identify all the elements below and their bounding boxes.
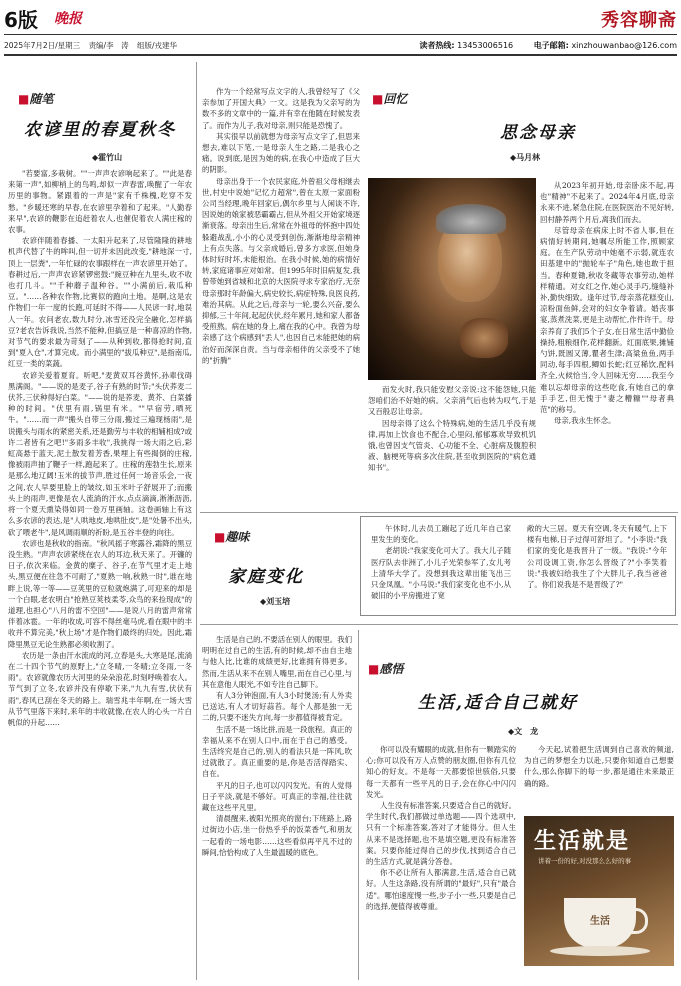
section-divider (200, 624, 678, 625)
paragraph: 尽管母亲在病床上时不省人事,但在病情好转期间,她嘱尽所能工作,照顾家庭。在生产队劳动中她毫不示弱,就连农田基建中的"抛轮车子"角色,她也敢于担当。春种夏锄,秋收冬藏等农事劳动,她样样精通。对女红之作,她心灵手巧,缝缝补补,勤快细致。逢年过节,母亲蒸花糕变山,凉粉面鱼鲜,会对的妇女争着请。婚丧事宴,蒸煮洗菜,更是主动帮忙,作件许干。母亲养育了我们5个子女,在日常生活中勤俭操持,粗粮细作,花样翻新。红面底果,摊铺勺饼,既圆又薄,瞿者生津;高粱鱼鱼,两手同动,每手四根,鲫如长蛇;红豆稀饮,配料齐全,火候恰当,令人回味无穷……我至今难以忘却母亲的这些吃食,有她自己的拿手手艺,但无愧于"妻之糟糠""母者典范"的称号。 (540, 225, 674, 415)
hotline-label: 读者热线: (419, 41, 455, 50)
column-divider (196, 62, 197, 980)
paragraph: 从2023年初开始,母亲卧床不起,再也"精神"不起来了。2024年4月底,母亲永来不进,紧急住院,在医院医治不见好转,回村静养两个月后,离我们而去。 (540, 181, 674, 224)
paragraph: 作为一个经常写点文字的人,我曾经写了《父亲参加了开国大典》一文。这是我为父亲写的为数不多的文章中的一篇,并有幸在他随在时候发表了。而作为儿子,我对母亲,则只能是恐愧了。 (202, 87, 360, 130)
column-divider (358, 630, 359, 980)
life-illustration-image (524, 816, 674, 966)
paragraph: 生活不是一场比拼,而是一段旅程。真正的幸福从来不在别人口中,而在于自己的感受。生活终究是自己的,别人的看法只是一阵风,吹过就散了。真正重要的是,你是否活得踏实、自在。 (202, 724, 352, 779)
coffee-cup-icon (564, 898, 636, 948)
paragraph: 午休时,儿去员工蹦起了近几年自己家里发生的变化。 (371, 524, 511, 545)
illustration-big-text: 生活就是 (534, 828, 631, 854)
page-number: 6版 (4, 8, 38, 32)
paragraph: 有人3分钟泡面,有人3小时煲汤;有人外卖已送达,有人才切好蒜苔。每个人都是独一无二的,只要不迷失方向,每一步都值得被肯定。 (202, 691, 352, 723)
mother-portrait-image (368, 178, 536, 380)
memory-right-column (540, 180, 674, 510)
insight-author: ◆文 龙 (508, 727, 539, 736)
insight-tag: ■感悟 (368, 662, 404, 676)
paragraph: 你可以没有耀眼的成就,但你有一颗踏实的心;你可以没有万人点赞的朋友圈,但你有几位知心的好友。不是每一天都要惊世骇俗,只要每一天都有一些平凡的日子,会在你心中闪闪发光。 (366, 745, 516, 799)
portrait-hand (460, 318, 508, 358)
paragraph: 农谚关爱着夏育。听吧,"麦黄双耳谷黄怀,孙辈伐碍黑满阁。"——说的是麦子,谷子有熟的时节;"头伏荞麦二伏芥,三伏种得好白菜。"——说的是荞麦、黄芥、白菜播种的时间。"伏里有雨,锅里有米。""早宿劳,晒死牛。"……而一声"搬头自带三分雨,搬过三遍现杨雨",是说搬头与雨水的紧密关系,还是勤劳与丰收的相辅相成?或许二者皆有之吧!"多雨多丰收",我挑得一场大雨之后,彩虹高悬于蓝天,泥土散发着芳香,果埋上有些揭倒的庄稼,像被雨声抽了鞭子一样,跑起来了。庄稼的莲勃生长,原来是那么地辽阔!玉米的拔节声,胜过任何一场音乐会,一夜之间,农人早要里脸上的皱纹,如玉米叶子舒展开了;而搬头上的雨声,更像是农人流淌的汗水,点点滴滴,淅淅沥沥,将一个夏天熏染得如同一卷万里画轴。这卷画轴上有这么多农谚的表达,是"人哄地皮,地哄肚皮",是"处暑不出头,砍了喂老牛",是风调雨顺的祈盼,是五谷丰登的向往。 (8, 370, 192, 537)
fun-left-column (371, 523, 511, 601)
masthead-top-rule (4, 34, 677, 35)
paragraph: 老胡说:"我家变化可大了。我大儿子随医疗队去非洲了,小儿子光荣参军了,女儿考上清华大学了。没想到我这辈出能飞出三只金凤凰。"小马说:"我们家变化也不小,从破旧的小平房搬进了宽 (371, 546, 511, 601)
fun-text-box (360, 516, 676, 616)
illustration-small-text: 讲着一份的好,对没那么么好的事 (538, 857, 632, 865)
paragraph: 今天起,试着把生活调到自己喜欢的频道,为自己的梦想全力以赴,只要你知道自己想要什么,那么你脚下的每一步,都是通往未来最正确的路。 (524, 745, 674, 788)
essay-author: ◆霍竹山 (92, 153, 123, 162)
paragraph: 母亲,我永生怀念。 (554, 416, 616, 426)
tag-mark-icon: ■ (18, 92, 30, 106)
tag-mark-icon: ■ (372, 92, 384, 106)
hotline-number: 13453006516 (457, 41, 514, 50)
essay-tag: ■随笔 (18, 92, 54, 106)
paragraph: "若要富,多栽树。""一声声农谚响起来了。""此是春来第一声",如柳梢上的鸟鸣,却似一声春雷,唤醒了一年农历里的事物。紧跟着的一声是"家有千株槐,吃穿不发愁。"乡暖还寒的早春,在农谚里孕着和了起来。"人勤春来早",农谚的鞭影在追赶着农人,也催促着农人满庄稼的农事。 (8, 169, 192, 235)
portrait-hair (436, 204, 506, 234)
paragraph: 因母亲得了这么个特殊病,她的生活几乎没有规律,再加上饮食也不配合,心里闷,郁郁寡欢导致机饥饿,也曾因支气管炎、心功能不全、心脏病及腹腔积液、脑梗死等病多次住院,甚至收到医院的"病危通知书"。 (368, 418, 536, 473)
essay-title: 农谚里的春夏秋冬 (24, 120, 176, 140)
contact-row (419, 40, 677, 51)
paragraph: 而发火时,我只能安慰父亲说:这不能怨她,只能怨咱们治不好她的病。父亲消气后也转为叹气,于是又百般忍让母亲。 (368, 385, 536, 417)
fun-right-column (527, 523, 667, 590)
designer-text: 组版/戎建华 (136, 41, 178, 50)
paragraph: 你不必让所有人都满意,生活,适合自己就好。人生这条路,没有所谓的"最好",只有"最合适"。哪怕速度慢一些,步子小一些,只要是自己的选择,便值得被尊重。 (366, 868, 516, 911)
fun-author: ◆刘玉培 (260, 597, 291, 606)
paragraph: 其实很早以前就想为母亲写点文字了,但思来想去,难以下笔,一是母亲人生之路,二是我心之痛。说到底,是因为她的病,在我心中造成了巨大的阴影。 (202, 131, 360, 175)
insight-title: 生活,适合自己就好 (418, 693, 578, 713)
memory-tag: ■回忆 (372, 92, 408, 106)
paragraph: 母亲出身于一个农民家庭,外曾祖父母相继去世,村史中说她"记忆力超常",曾在太原一家面粉公司当经理,晚年回家后,偶尔乡里与人闲谈不许,因说她的娘家被恶霸霸占,但从外祖父开始家境逐渐衰落。母亲出生后,常常在外祖母的怀抱中四处躲避战乱,小小的心灵受到创伤,渐渐地母亲精神上有点失落。与父亲成婚后,曾多方求医,但她身体时好时坏,未能根治。在我小时候,她的病情好转,家庭诸事应对如常。但1995年时旧病复发,我曾带她到省城和北京的大医院寻求专家治疗,无奈母亲那时年龄偏大,病史较长,病症特殊,良医良药,难治其病。从此之后,母亲与一轮,要么兴奋,要么抑郁,三十年间,起起伏伏,经年累月,她和家人都备受煎熬。病在她的身上,痛在我的心中。我曾为母亲感了这个病感到"丢人",也因自己未能把她的病治好而深深自责。当与母亲相伴的父亲受不了她的"折腾" (202, 176, 360, 365)
memory-title: 思念母亲 (500, 123, 576, 143)
masthead-bottom-rule (4, 54, 677, 56)
date-text: 2025年7月2日/星期三 (4, 41, 81, 50)
paragraph: 农历是一条由汗水流成的河,立春是头,大寒是尾,流淌在二十四个节气的原野上,"立冬晴,一冬晴;立冬雨,一冬雨"。农谚就像农历大河里的朵朵浪花,时刻呼唤着农人。节气到了立冬,农谚并没有停歇下来,"九九有雪,伏伏有雨",春风已刮在冬天的路上。瑞雪兆丰年啊,在一场大雪从节气里落下来时,来年的丰收就像,在农人的心头一片白帆似的升起…… (8, 650, 192, 727)
essay-column-1 (8, 168, 192, 980)
memory-intro-column (202, 86, 360, 504)
editor-text: 责编/李 涛 (88, 41, 129, 50)
tag-mark-icon: ■ (214, 530, 226, 544)
fun-title: 家庭变化 (228, 567, 304, 587)
insight-right-column (524, 744, 674, 812)
section-divider (200, 512, 678, 513)
paragraph: 人生没有标准答案,只要适合自己的就好。学生时代,我们都做过单选题——四个选项中,只有一个标准答案,答对了才能得分。但人生从来不是选择题,也不是填空题,更没有标准答案。只要你能过得自己的步伐,找到适合自己的生活方式,就是满分答卷。 (366, 801, 516, 867)
tag-mark-icon: ■ (368, 662, 380, 676)
illustration-cup-text: 生活 (590, 916, 610, 927)
paper-name-logo: 晚报 (54, 11, 82, 27)
masthead-info-row (4, 40, 177, 51)
insight-mid-column (366, 744, 516, 980)
fun-tag: ■趣味 (214, 530, 250, 544)
saucer-icon (550, 946, 650, 956)
memory-bottom-column (368, 384, 536, 510)
cup-handle-icon (631, 908, 648, 934)
paragraph: 农谚也是秋收的指南。"秋风摇子寒露谷,霜降的黑豆没生熟。"声声农谚紧绕在农人的耳边,秋天来了。开镰的日子,依次来临。金黄的糜子、谷子,在节气里才走上地头,黑豆便在往急不可耐了,"夏熟一响,秋熟一时",谁在地畔上说,等一等——豆荚里的豆粒就炮满了,可迎来的却是一个白眼,老农明白"抢熟豆荚枝柔苓,众鸟的来捡现成"的道理,也担心"八月的雷不空回"——是说八月的雷声常常伴着冰雹。一年的收成,可容不得丝毫马虎,看在眼中的丰收并不算完美,"秋上场"才是作物们最终的归处。因此,霜降里黑豆无论生熟都必须收割了。 (8, 538, 192, 649)
email-address: xinzhouwanbao@126.com (571, 41, 677, 50)
paragraph: 农谚伴随着春播、一太阳升起来了,尽管隆隆的耕地机声代替了牛的哞叫,但一切并未因此改变,"耕地深一寸,顶上一层粪",一年忙碌的农事跟样在一声农谚里开始了。春耕过后,一声声农谚紧锣密鼓:"豌豆种在九里头,收不收也打几斗。""千种蘑子温种谷。""小满前后,栽瓜种豆。"……各种农作物,比赛似的跑向土地。是啊,这是农作物们一年一度的长跑,可延时不得——人民谚一时,地误人一年。农问老农,数九时分,冰雪还没完全融化,怎样搞豆?老农告诉我说,当然不能种,但搞豆是一种喜凉的作物,对节气的要求最为苛刻了——从种到收,都得抢时间,直到"夏入仓",才算完成。而小满里的"拔瓜种豆",是指南瓜,红豆一类的菜蔬。 (8, 236, 192, 369)
insight-left-column (202, 634, 352, 980)
paragraph: 敞的大三居。夏天有空调,冬天有暖气,上下楼有电梯,日子过得可舒坦了。"小李说:"我们家的变化是我晋升了一级。"我说:"今年公司设调工资,你怎么晋级了?"小李笑着说:"我被妇给我生了个大胖儿子,我当爸爸了。你们说我是不是晋级了?" (527, 524, 667, 590)
paragraph: 平凡的日子,也可以闪闪发光。有的人觉得日子平淡,就是不够好。可真正的幸福,往往就藏在这些平凡里。 (202, 780, 352, 813)
email-label: 电子邮箱: (533, 41, 569, 50)
paragraph: 清晨醒来,被阳光照亮的窗台;下班路上,路过街边小店,坐一份热乎乎的饭菜香气,和朋友一起看的一场电影……这些看似再平凡不过的瞬间,恰恰构成了人生最温暖的底色。 (202, 814, 352, 857)
section-title: 秀容聊斋 (601, 10, 677, 31)
memory-author: ◆马月林 (510, 153, 541, 162)
paragraph: 生活是自己的,不要活在别人的眼里。我们明明在过自己的生活,有的时候,却不由自主地与他人比,比谁的成绩更好,比谁拥有得更多。然而,生活从来不在别人嘴里,而在自己心里,与其在意他人眼光,不如专注自己脚下。 (202, 635, 352, 689)
